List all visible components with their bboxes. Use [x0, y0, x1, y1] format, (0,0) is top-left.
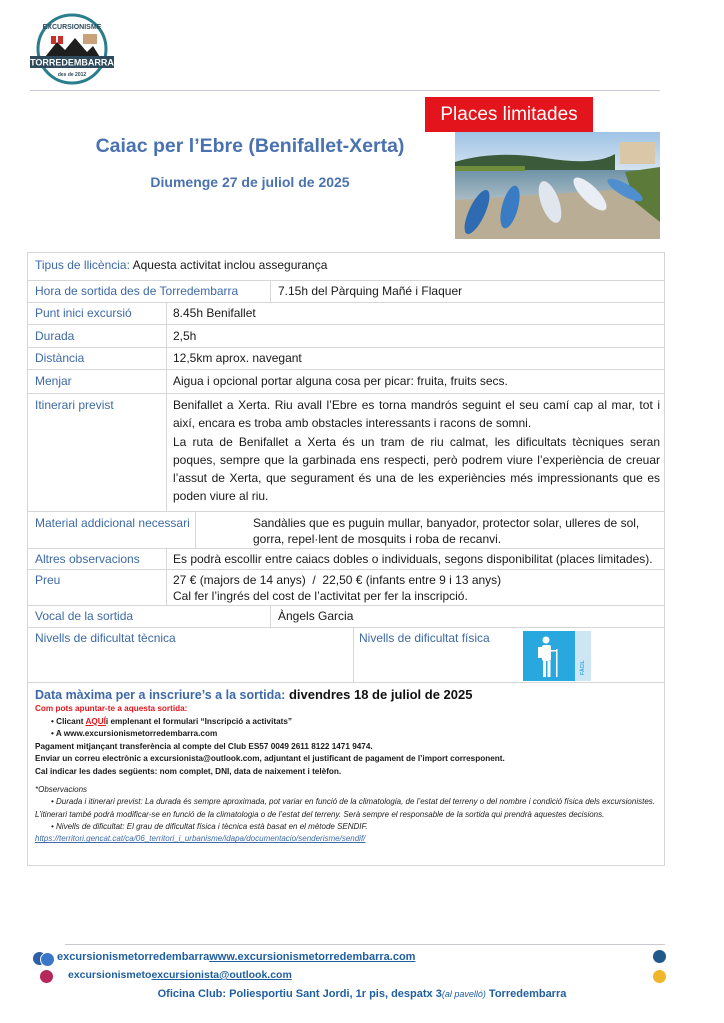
row-distance: [27, 348, 665, 370]
logo-arc-text: EXCURSIONISME: [42, 24, 102, 31]
row-licence: [27, 252, 665, 281]
duration-label: Durada: [35, 329, 75, 343]
register-bullet-2: • A www.excursionismetorredembarra.com: [51, 729, 218, 738]
activity-title: Caiac per l’Ebre (Benifallet-Xerta): [95, 135, 405, 157]
physical-difficulty-icon: [523, 631, 591, 681]
row-material: [27, 512, 665, 549]
register-here-link[interactable]: AQUÍ: [85, 716, 106, 726]
instagram-icon: [40, 970, 53, 983]
row-difficulty: [27, 628, 665, 683]
footer-divider: [65, 944, 665, 945]
row-observations: [27, 549, 665, 570]
material-label: Material addicional necessari: [35, 516, 190, 530]
office-address: Oficina Club: Poliesportiu Sant Jordi, 1r pis, despatx 3(al pavelló) Torredembarra: [157, 988, 567, 1000]
instagram-handle[interactable]: excursionismeto: [68, 969, 152, 981]
row-leader: [27, 606, 665, 628]
itinerary-paragraph-1: Benifallet a Xerta. Riu avall l’Ebre es torna mandrós seguint el seu camí cap al mar, tot i així, encara es troba amb obstacles interessants i racons de somni.: [173, 398, 660, 431]
departure-value: 7.15h del Pàrquing Mañé i Flaquer: [278, 284, 463, 298]
payment-info: Pagament mitjançant transferència al compte del Club ES57 0049 2611 8122 1471 9474.: [35, 741, 373, 751]
data-needed-info: Cal indicar les dades següents: nom complet, DNI, data de naixement i telèfon.: [35, 766, 342, 776]
leader-label: Vocal de la sortida: [35, 609, 134, 623]
difficulty-level-text: FÀCIL: [580, 660, 586, 675]
row-food: [27, 370, 665, 394]
food-value: Aigua i opcional portar alguna cosa per picar: fruita, fruits secs.: [173, 374, 508, 388]
club-logo: [27, 12, 117, 86]
departure-label: Hora de sortida des de Torredembarra: [35, 284, 239, 298]
price-line-2: Cal fer l’ingrés del cost de l’activitat per fer la inscripció.: [173, 589, 468, 603]
email-link[interactable]: excursionista@outlook.com: [151, 969, 292, 981]
material-value: Sandàlies que es puguin mullar, banyador, protector solar, ulleres de sol, gorra, repel·lent de mosquits i roba de recanvi.: [253, 516, 640, 546]
food-label: Menjar: [35, 374, 72, 388]
activity-date: Diumenge 27 de juliol de 2025: [150, 174, 350, 190]
limited-places-badge: Places limitades: [425, 97, 593, 132]
itinerary-text: [173, 396, 660, 506]
how-to-register-title: Com pots apuntar-te a aquesta sortida:: [35, 704, 188, 713]
web-icon: [653, 950, 666, 963]
logo-since-text: des de 2012: [57, 72, 87, 78]
itinerary-paragraph-2: La ruta de Benifallet a Xerta és un tram de riu calmat, les dificultats tècniques seran poques, sempre que la garbinada ens respecti, però podrem viure l’experiència de creuar l’assut de Xerta, que segurament és una de les experiències més impressionants que es poden viure al riu.: [173, 434, 660, 504]
physical-difficulty-label: Nivells de dificultat física: [359, 631, 490, 645]
distance-label: Distància: [35, 351, 85, 365]
notes-bullet-2: Nivells de dificultat: El grau de dificultat física i tècnica està basat en el mètode SENDIF.: [56, 821, 368, 831]
start-label: Punt inici excursió: [35, 306, 132, 320]
licence-value: Aquesta activitat inclou assegurança: [129, 258, 328, 272]
mail-icon: [653, 970, 666, 983]
distance-value: 12,5km aprox. navegant: [173, 351, 302, 365]
licence-label: Tipus de llicència:: [35, 258, 130, 272]
duration-value: 2,5h: [173, 329, 197, 343]
notes-bullet-1: Durada i itinerari previst: La durada és sempre aproximada, pot variar en funció de la climatologia, de l’estat del terreny o del nombre i condició física dels excursionistes. L’itinerari també podrà modificar-se en funció de la climatologia o de l’estat del terreny. Serà sempre el responsable de la sortida qui prendrà aquestes decisions.: [35, 797, 655, 819]
row-duration: [27, 325, 665, 348]
row-price: [27, 570, 665, 606]
itinerary-label: Itinerari previst: [35, 398, 114, 412]
row-start: [27, 303, 665, 325]
email-info: Enviar un correu electrònic a excursionista@outlook.com, adjuntant el justificant de pagament de l’import corresponent.: [35, 754, 505, 763]
logo-banner-text: TORREDEMBARRA: [30, 57, 114, 68]
observations-value: Es podrà escollir entre caiacs dobles o individuals, segons disponibilitat (places limitades).: [173, 552, 653, 566]
price-label: Preu: [35, 573, 61, 587]
price-line-1: 27 € (majors de 14 anys) / 22,50 € (infants entre 9 i 13 anys): [173, 573, 502, 587]
observations-label: Altres observacions: [35, 552, 140, 566]
kayak-photo: [455, 132, 660, 239]
facebook-f-icon: [40, 952, 55, 967]
website-link[interactable]: www.excursionismetorredembarra.com: [209, 951, 416, 963]
row-itinerary: [27, 394, 665, 512]
header-divider: [30, 90, 660, 91]
notes-title: *Observacions: [35, 785, 88, 794]
start-value: 8.45h Benifallet: [173, 306, 256, 320]
row-departure: [27, 281, 665, 303]
deadline-label: Data màxima per a inscriure’s a la sortida:: [35, 688, 286, 702]
social-handle[interactable]: excursionismetorredembarra: [57, 951, 210, 963]
registration-section: [27, 683, 665, 866]
sendif-link[interactable]: https://territori.gencat.cat/ca/06_territori_i_urbanisme/idapa/documentacio/senderisme/sendif/: [35, 834, 366, 844]
register-bullet-1: • Clicant AQUÍi emplenant el formulari “Inscripció a activitats”: [51, 716, 292, 726]
technical-difficulty-label: Nivells de dificultat tècnica: [35, 631, 176, 645]
deadline-value: divendres 18 de juliol de 2025: [285, 687, 473, 702]
notes: *Observacions • Durada i itinerari previst: La durada és sempre aproximada, pot variar en funció de la climatologia, de l’estat del terreny o del nombre i condició física dels excursionistes. L’itinerari també podrà modificar-se en funció de la climatologia o de l’estat del terreny. Serà sempre el responsable de la sortida qui prendrà aquestes decisions. • Nivells de dificultat: El grau de dificultat física i tècnica està basat en el mètode SENDIF. https://territori.gencat.cat/ca/06_territori_i_urbanisme/idapa/documentacio/senderisme/sendif/: [35, 785, 655, 844]
leader-value: Àngels Garcia: [278, 609, 354, 623]
